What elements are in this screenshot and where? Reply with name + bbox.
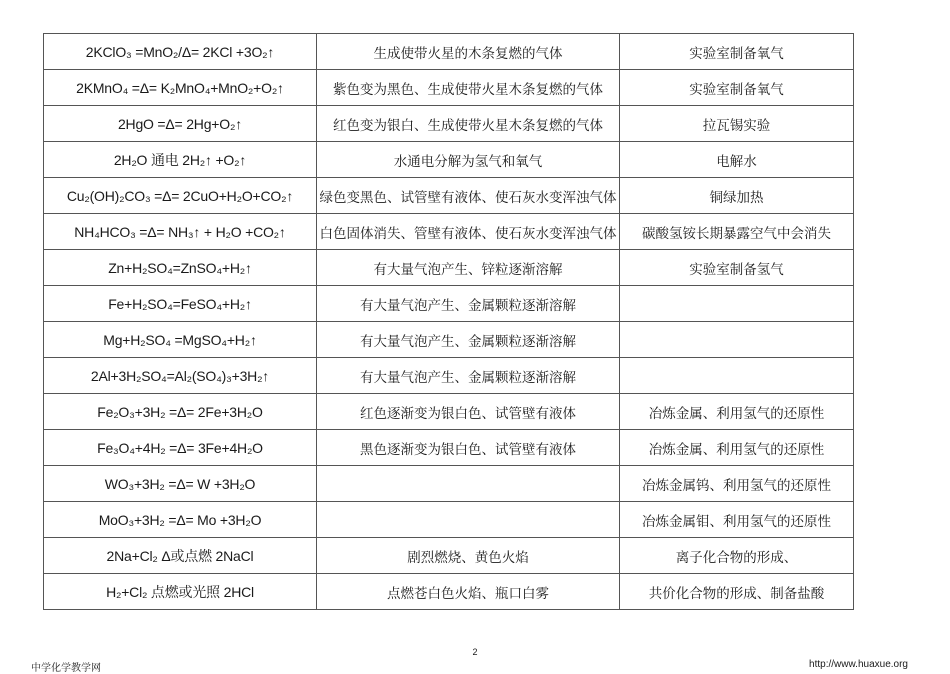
phenomenon-cell: 点燃苍白色火焰、瓶口白雾 <box>317 574 620 610</box>
table-row <box>44 34 854 70</box>
application-cell <box>620 322 854 358</box>
application-cell: 实验室制备氧气 <box>620 70 854 106</box>
equation-cell: Fe₃O₄+4H₂ =Δ= 3Fe+4H₂O <box>44 430 317 466</box>
phenomenon-cell: 白色固体消失、管壁有液体、使石灰水变浑浊气体 <box>317 214 620 250</box>
phenomenon-cell: 紫色变为黑色、生成使带火星木条复燃的气体 <box>317 70 620 106</box>
phenomenon-cell <box>317 502 620 538</box>
phenomenon-cell: 有大量气泡产生、金属颗粒逐渐溶解 <box>317 358 620 394</box>
equation-cell: Mg+H₂SO₄ =MgSO₄+H₂↑ <box>44 322 317 358</box>
table-row <box>44 70 854 106</box>
phenomenon-cell: 黑色逐渐变为银白色、试管壁有液体 <box>317 430 620 466</box>
table-row <box>44 250 854 286</box>
phenomenon-cell <box>317 466 620 502</box>
equation-cell: 2Al+3H₂SO₄=Al₂(SO₄)₃+3H₂↑ <box>44 358 317 394</box>
footer-url: http://www.huaxue.org <box>809 659 908 670</box>
phenomenon-cell: 红色逐渐变为银白色、试管壁有液体 <box>317 394 620 430</box>
application-cell: 冶炼金属钨、利用氢气的还原性 <box>620 466 854 502</box>
table-row <box>44 106 854 142</box>
phenomenon-cell: 有大量气泡产生、锌粒逐渐溶解 <box>317 250 620 286</box>
application-cell: 离子化合物的形成、 <box>620 538 854 574</box>
table-row <box>44 574 854 610</box>
table-row <box>44 286 854 322</box>
application-cell: 实验室制备氢气 <box>620 250 854 286</box>
table-row <box>44 322 854 358</box>
equation-cell: MoO₃+3H₂ =Δ= Mo +3H₂O <box>44 502 317 538</box>
equation-cell: 2KClO₃ =MnO₂/Δ= 2KCl +3O₂↑ <box>44 34 317 70</box>
phenomenon-cell: 剧烈燃烧、黄色火焰 <box>317 538 620 574</box>
equation-cell: 2KMnO₄ =Δ= K₂MnO₄+MnO₂+O₂↑ <box>44 70 317 106</box>
application-cell: 冶炼金属钼、利用氢气的还原性 <box>620 502 854 538</box>
reaction-table <box>43 33 854 610</box>
equation-cell: 2H₂O 通电 2H₂↑ +O₂↑ <box>44 142 317 178</box>
equation-cell: Cu₂(OH)₂CO₃ =Δ= 2CuO+H₂O+CO₂↑ <box>44 178 317 214</box>
equation-cell: H₂+Cl₂ 点燃或光照 2HCl <box>44 574 317 610</box>
equation-cell: WO₃+3H₂ =Δ= W +3H₂O <box>44 466 317 502</box>
equation-cell: Fe+H₂SO₄=FeSO₄+H₂↑ <box>44 286 317 322</box>
application-cell: 实验室制备氧气 <box>620 34 854 70</box>
application-cell: 电解水 <box>620 142 854 178</box>
equation-cell: NH₄HCO₃ =Δ= NH₃↑ + H₂O +CO₂↑ <box>44 214 317 250</box>
page-number: 2 <box>472 647 478 657</box>
equation-cell: Zn+H₂SO₄=ZnSO₄+H₂↑ <box>44 250 317 286</box>
phenomenon-cell: 有大量气泡产生、金属颗粒逐渐溶解 <box>317 322 620 358</box>
equation-cell: 2HgO =Δ= 2Hg+O₂↑ <box>44 106 317 142</box>
phenomenon-cell: 生成使带火星的木条复燃的气体 <box>317 34 620 70</box>
application-cell: 冶炼金属、利用氢气的还原性 <box>620 430 854 466</box>
table-row <box>44 358 854 394</box>
phenomenon-cell: 绿色变黑色、试管壁有液体、使石灰水变浑浊气体 <box>317 178 620 214</box>
equation-cell: 2Na+Cl₂ Δ或点燃 2NaCl <box>44 538 317 574</box>
table-row <box>44 214 854 250</box>
equation-cell: Fe₂O₃+3H₂ =Δ= 2Fe+3H₂O <box>44 394 317 430</box>
table-row <box>44 466 854 502</box>
table-row <box>44 538 854 574</box>
table-row <box>44 430 854 466</box>
application-cell: 共价化合物的形成、制备盐酸 <box>620 574 854 610</box>
application-cell <box>620 286 854 322</box>
application-cell: 铜绿加热 <box>620 178 854 214</box>
table-row <box>44 502 854 538</box>
table-row <box>44 142 854 178</box>
application-cell: 冶炼金属、利用氢气的还原性 <box>620 394 854 430</box>
table-row <box>44 394 854 430</box>
application-cell <box>620 358 854 394</box>
application-cell: 拉瓦锡实验 <box>620 106 854 142</box>
table-row <box>44 178 854 214</box>
footer-site-name: 中学化学教学网 <box>31 663 101 674</box>
phenomenon-cell: 有大量气泡产生、金属颗粒逐渐溶解 <box>317 286 620 322</box>
phenomenon-cell: 红色变为银白、生成使带火星木条复燃的气体 <box>317 106 620 142</box>
application-cell: 碳酸氢铵长期暴露空气中会消失 <box>620 214 854 250</box>
phenomenon-cell: 水通电分解为氢气和氧气 <box>317 142 620 178</box>
reaction-table-body <box>44 34 854 610</box>
